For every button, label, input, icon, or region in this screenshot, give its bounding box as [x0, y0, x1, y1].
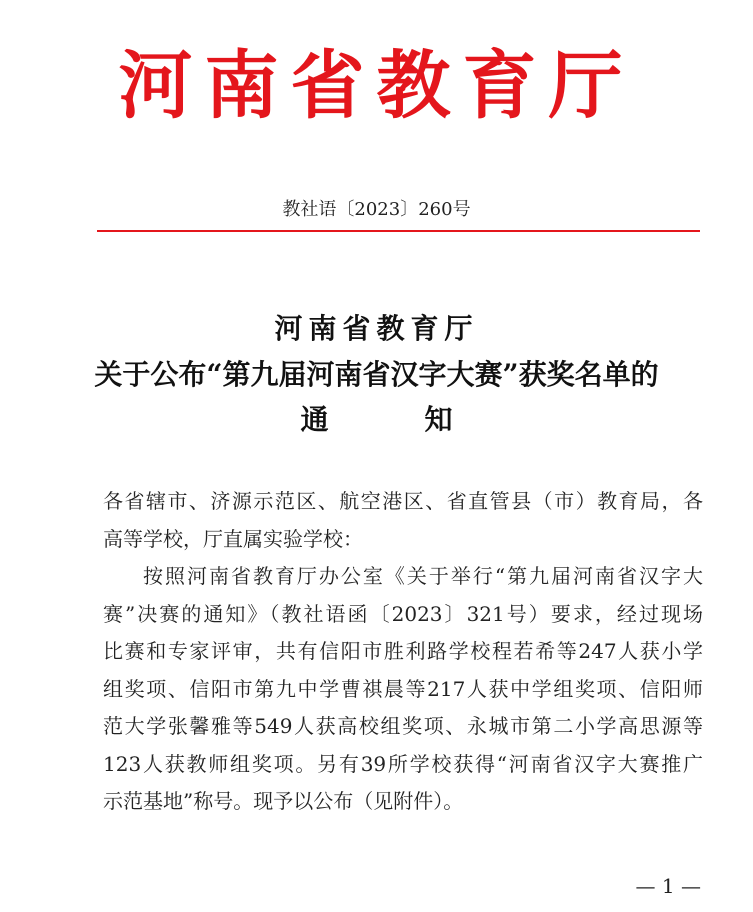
paragraph-line: 组奖项、信阳市第九中学曹祺晨等217人获中学组奖项、信阳师 [103, 676, 703, 701]
paragraph-line: 赛”决赛的通知》（教社语函〔2023〕321号）要求，经过现场 [103, 601, 703, 626]
title-char-right: 知 [424, 403, 453, 436]
title-line-2: 关于公布“第九届河南省汉字大赛”获奖名单的 [94, 358, 659, 391]
salutation-line: 各省辖市、济源示范区、航空港区、省直管县（市）教育局，各 [103, 489, 703, 513]
salutation-line: 高等学校，厅直属实验学校： [103, 526, 363, 551]
issuer-masthead: 河南省教育厅 [118, 43, 635, 129]
title-line-1: 河南省教育厅 [274, 312, 479, 345]
title-line-3 [0, 398, 753, 442]
title-char-left: 通 [300, 403, 329, 436]
paragraph-line: 123人获教师组奖项。另有39所学校获得“河南省汉字大赛推广 [103, 751, 703, 776]
page-number: — 1 — [635, 874, 701, 898]
red-divider-line [97, 230, 700, 232]
paragraph-line: 按照河南省教育厅办公室《关于举行“第九届河南省汉字大 [143, 564, 703, 588]
paragraph-line: 示范基地”称号。现予以公布（见附件）。 [103, 789, 464, 813]
paragraph-line: 比赛和专家评审，共有信阳市胜利路学校程若希等247人获小学 [103, 639, 703, 663]
document-body [103, 483, 703, 821]
paragraph-line: 范大学张馨雅等549人获高校组奖项、永城市第二小学高思源等 [103, 714, 703, 738]
document-number: 教社语〔2023〕260号 [282, 199, 471, 220]
